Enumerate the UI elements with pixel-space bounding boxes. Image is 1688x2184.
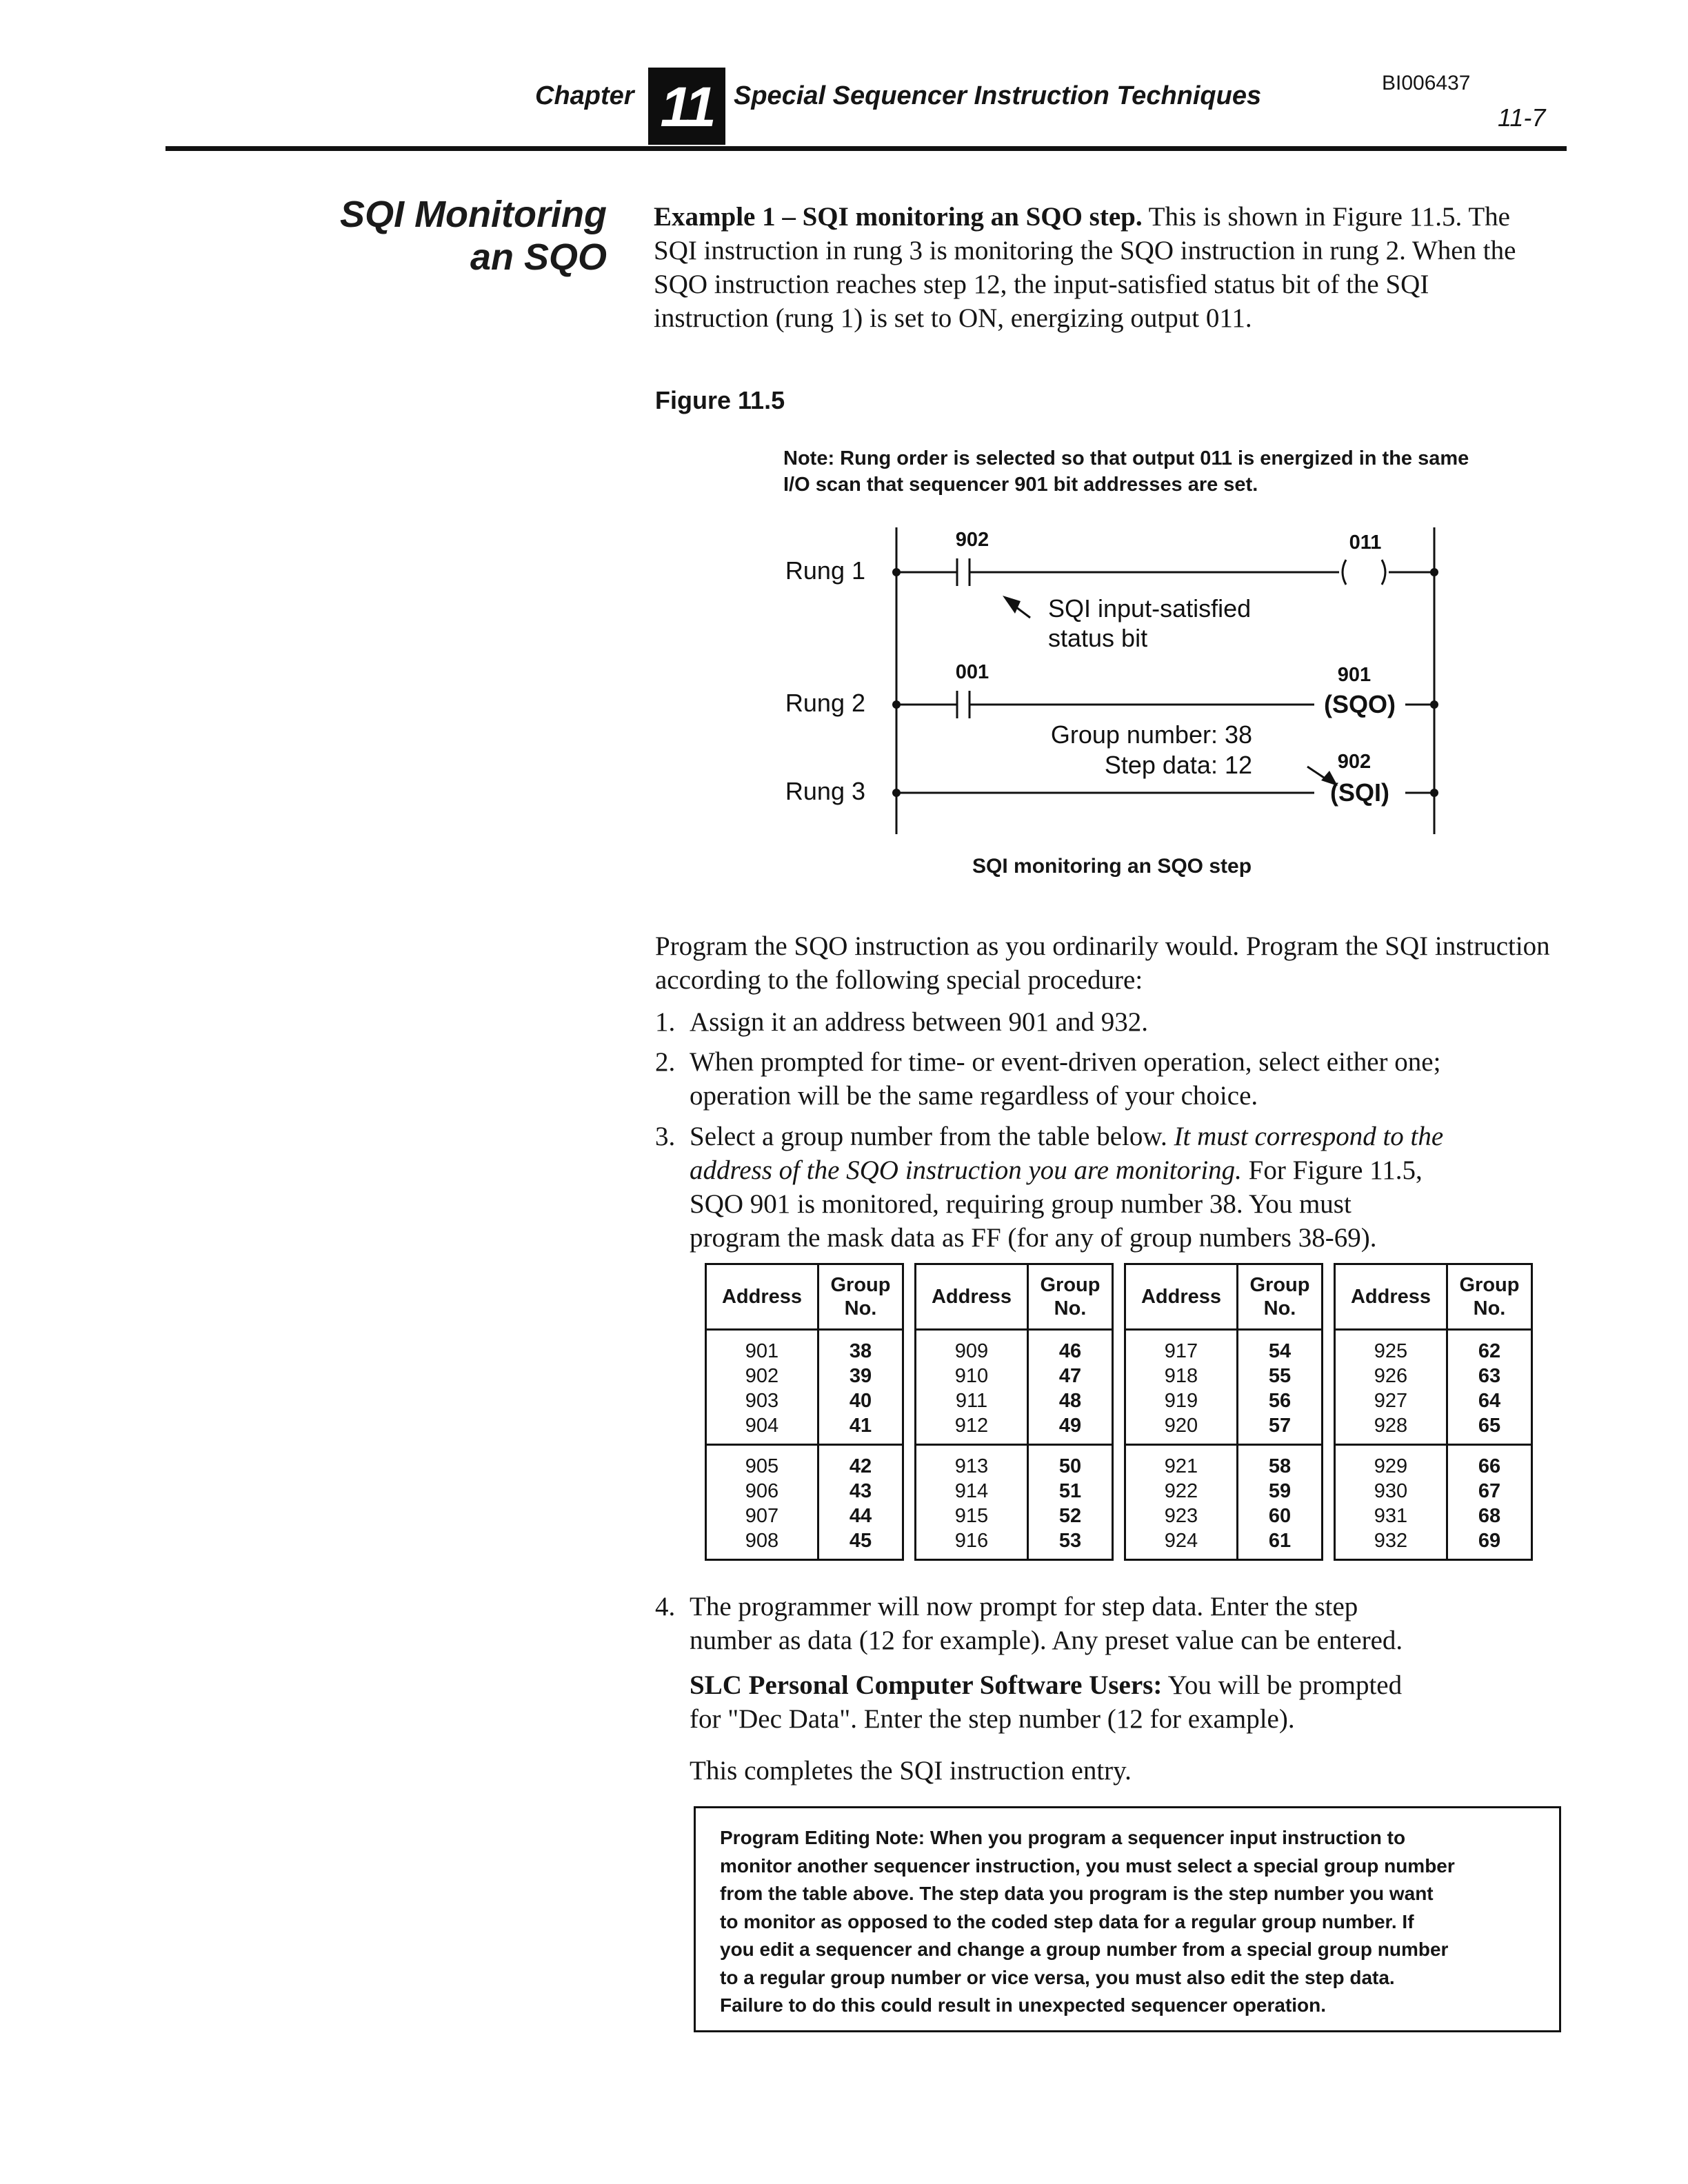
example-paragraph — [654, 200, 1543, 335]
address-cell: 928 — [1335, 1413, 1447, 1445]
rung-2-label: Rung 2 — [785, 689, 865, 717]
address-cell: 918 — [1125, 1364, 1238, 1388]
group-number-cell: 60 — [1238, 1504, 1323, 1528]
group-number-annotation: Group number: 38 — [1050, 720, 1252, 749]
group-number-cell: 41 — [818, 1413, 903, 1445]
figure-label: Figure 11.5 — [655, 386, 785, 414]
group-header-line-2: No. — [844, 1297, 877, 1320]
group-number-cell: 39 — [818, 1364, 903, 1388]
table-row — [706, 1413, 903, 1445]
group-header-line-2: No. — [1263, 1297, 1296, 1320]
editing-note-line: to a regular group number or vice versa, you must also edit the step data. — [720, 1966, 1395, 1988]
address-cell: 911 — [916, 1388, 1028, 1413]
address-cell: 919 — [1125, 1388, 1238, 1413]
step-3-emphasis-1: It must correspond to the — [1174, 1122, 1444, 1151]
group-number-cell: 58 — [1238, 1445, 1323, 1479]
rung-1-label: Rung 1 — [785, 556, 865, 585]
table-row — [1335, 1528, 1532, 1560]
group-column-header — [818, 1264, 903, 1330]
step-1-number: 1. — [655, 1007, 676, 1037]
chapter-title: Special Sequencer Instruction Techniques — [734, 81, 1262, 110]
address-cell: 906 — [706, 1479, 818, 1504]
table-row — [1335, 1413, 1532, 1445]
figure-note: Note: Rung order is selected so that output 011 is energized in the same I/O scan that sequencer 901 bit addresses are set. — [783, 447, 1469, 496]
step-1-text: Assign it an address between 901 and 932. — [690, 1007, 1149, 1037]
page-number: 11-7 — [1498, 103, 1546, 132]
table-row — [1125, 1388, 1323, 1413]
address-cell: 923 — [1125, 1504, 1238, 1528]
table-row — [706, 1528, 903, 1560]
address-cell: 916 — [916, 1528, 1028, 1560]
table-row — [1125, 1445, 1323, 1479]
step-2-line-2: operation will be the same regardless of your choice. — [690, 1081, 1258, 1111]
status-bit-annotation-line-2: status bit — [1048, 624, 1148, 652]
group-number-cell: 46 — [1028, 1330, 1113, 1364]
table-row — [1335, 1479, 1532, 1504]
group-number-cell: 54 — [1238, 1330, 1323, 1364]
address-cell: 926 — [1335, 1364, 1447, 1388]
group-number-cell: 63 — [1447, 1364, 1532, 1388]
editing-note-line: to monitor as opposed to the coded step data for a regular group number. If — [720, 1910, 1414, 1932]
address-group-table — [914, 1263, 1114, 1561]
slc-users-paragraph — [690, 1668, 1558, 1736]
example-text: This is shown in Figure 11.5. The SQI instruction in rung 3 is monitoring the SQO instruction in rung 2. When the SQO instruction reaches step 12, the input-satisfied status bit of the SQI instruction (rung 1) is set to ON, energizing output 011. — [654, 202, 1516, 333]
address-cell: 927 — [1335, 1388, 1447, 1413]
group-number-cell: 68 — [1447, 1504, 1532, 1528]
group-number-cell: 65 — [1447, 1413, 1532, 1445]
step-3-text-1: Select a group number from the table below. — [690, 1122, 1174, 1151]
address-cell: 905 — [706, 1445, 818, 1479]
table-row — [916, 1364, 1113, 1388]
slc-users-lead: SLC Personal Computer Software Users: — [690, 1670, 1163, 1700]
slc-users-line-2: for "Dec Data". Enter the step number (12 for example). — [690, 1704, 1295, 1734]
table-row — [706, 1445, 903, 1479]
address-cell: 915 — [916, 1504, 1028, 1528]
group-number-cell: 49 — [1028, 1413, 1113, 1445]
group-number-cell: 42 — [818, 1445, 903, 1479]
table-row — [916, 1504, 1113, 1528]
address-cell: 929 — [1335, 1445, 1447, 1479]
rung-1-contact-address: 902 — [955, 529, 989, 551]
address-cell: 914 — [916, 1479, 1028, 1504]
step-3-line-4: program the mask data as FF (for any of group numbers 38-69). — [690, 1223, 1377, 1253]
address-cell: 921 — [1125, 1445, 1238, 1479]
address-cell: 901 — [706, 1330, 818, 1364]
table-row — [1125, 1330, 1323, 1364]
group-number-cell: 50 — [1028, 1445, 1113, 1479]
chapter-number-badge: 11 — [648, 68, 725, 145]
document-id: BI006437 — [1382, 72, 1471, 94]
address-cell: 910 — [916, 1364, 1028, 1388]
address-cell: 908 — [706, 1528, 818, 1560]
table-row — [916, 1479, 1113, 1504]
address-cell: 924 — [1125, 1528, 1238, 1560]
step-data-annotation: Step data: 12 — [1104, 751, 1252, 779]
step-4-line-1: The programmer will now prompt for step data. Enter the step — [690, 1592, 1358, 1621]
address-column-header: Address — [706, 1264, 818, 1330]
group-header-line-1: Group — [830, 1274, 891, 1296]
group-number-cell: 57 — [1238, 1413, 1323, 1445]
group-column-header — [1238, 1264, 1323, 1330]
address-column-header: Address — [1335, 1264, 1447, 1330]
address-cell: 912 — [916, 1413, 1028, 1445]
group-header-line-2: No. — [1054, 1297, 1087, 1320]
group-number-cell: 62 — [1447, 1330, 1532, 1364]
rung-1-output-address: 011 — [1349, 532, 1382, 554]
rung-2-output-address: 901 — [1337, 664, 1372, 686]
group-number-cell: 48 — [1028, 1388, 1113, 1413]
program-intro-paragraph: Program the SQO instruction as you ordinarily would. Program the SQI instruction according to the following special procedure: — [655, 931, 1550, 995]
group-number-cell: 67 — [1447, 1479, 1532, 1504]
group-number-cell: 69 — [1447, 1528, 1532, 1560]
group-header-line-1: Group — [1459, 1274, 1520, 1296]
table-row — [1125, 1364, 1323, 1388]
table-row — [1335, 1330, 1532, 1364]
address-group-table — [1334, 1263, 1533, 1561]
sqi-output-symbol: (SQI) — [1330, 778, 1389, 807]
example-lead: Example 1 – SQI monitoring an SQO step. — [654, 202, 1143, 232]
address-column-header: Address — [916, 1264, 1028, 1330]
group-number-cell: 45 — [818, 1528, 903, 1560]
table-row — [706, 1388, 903, 1413]
table-row — [1125, 1504, 1323, 1528]
group-number-cell: 61 — [1238, 1528, 1323, 1560]
table-row — [706, 1364, 903, 1388]
group-number-cell: 56 — [1238, 1388, 1323, 1413]
group-header-line-1: Group — [1040, 1274, 1101, 1296]
group-number-cell: 38 — [818, 1330, 903, 1364]
table-row — [916, 1413, 1113, 1445]
group-header-line-1: Group — [1249, 1274, 1310, 1296]
editing-note-line: Program Editing Note: When you program a sequencer input instruction to — [720, 1827, 1406, 1848]
editing-note-line: you edit a sequencer and change a group number from a special group number — [720, 1939, 1449, 1960]
rung-3-label: Rung 3 — [785, 777, 865, 805]
editing-note-text — [720, 1824, 1547, 2020]
address-cell: 903 — [706, 1388, 818, 1413]
figure-caption: SQI monitoring an SQO step — [972, 855, 1252, 878]
table-row — [706, 1330, 903, 1364]
address-cell: 932 — [1335, 1528, 1447, 1560]
table-row — [1125, 1413, 1323, 1445]
address-cell: 922 — [1125, 1479, 1238, 1504]
section-heading — [303, 193, 607, 279]
table-row — [1335, 1504, 1532, 1528]
step-2-line-1: When prompted for time- or event-driven operation, select either one; — [690, 1047, 1441, 1077]
address-cell: 930 — [1335, 1479, 1447, 1504]
address-column-header: Address — [1125, 1264, 1238, 1330]
step-4-number: 4. — [655, 1592, 676, 1621]
address-cell: 920 — [1125, 1413, 1238, 1445]
section-heading-line-1: SQI Monitoring — [340, 194, 607, 235]
group-number-cell: 59 — [1238, 1479, 1323, 1504]
rung-2-contact-address: 001 — [955, 661, 989, 683]
table-row — [1125, 1479, 1323, 1504]
address-group-table — [705, 1263, 904, 1561]
step-2-number: 2. — [655, 1047, 676, 1077]
group-number-cell: 53 — [1028, 1528, 1113, 1560]
address-cell: 902 — [706, 1364, 818, 1388]
table-row — [1335, 1388, 1532, 1413]
step-3-number: 3. — [655, 1122, 676, 1151]
address-cell: 907 — [706, 1504, 818, 1528]
table-row — [1335, 1445, 1532, 1479]
group-header-line-2: No. — [1473, 1297, 1506, 1320]
sqo-output-symbol: (SQO) — [1324, 690, 1396, 718]
section-heading-line-2: an SQO — [470, 236, 607, 278]
step-4-line-2: number as data (12 for example). Any preset value can be entered. — [690, 1626, 1403, 1655]
table-row — [916, 1528, 1113, 1560]
chapter-label: Chapter — [535, 81, 634, 110]
address-cell: 917 — [1125, 1330, 1238, 1364]
group-number-cell: 43 — [818, 1479, 903, 1504]
step-3-line-3: SQO 901 is monitored, requiring group number 38. You must — [690, 1189, 1352, 1219]
address-cell: 904 — [706, 1413, 818, 1445]
step-3-text-2: For Figure 11.5, — [1241, 1155, 1423, 1185]
address-cell: 931 — [1335, 1504, 1447, 1528]
completion-text: This completes the SQI instruction entry. — [690, 1756, 1132, 1786]
group-number-cell: 44 — [818, 1504, 903, 1528]
table-row — [916, 1330, 1113, 1364]
slc-users-line-1: You will be prompted — [1162, 1670, 1403, 1700]
status-bit-annotation-line-1: SQI input-satisfied — [1048, 594, 1252, 623]
table-row — [706, 1504, 903, 1528]
group-column-header — [1447, 1264, 1532, 1330]
group-number-cell: 55 — [1238, 1364, 1323, 1388]
address-group-table — [1124, 1263, 1323, 1561]
table-row — [706, 1479, 903, 1504]
editing-note-line: from the table above. The step data you program is the step number you want — [720, 1883, 1434, 1904]
group-number-cell: 40 — [818, 1388, 903, 1413]
ladder-diagram — [745, 510, 1476, 848]
table-row — [916, 1445, 1113, 1479]
group-number-cell: 64 — [1447, 1388, 1532, 1413]
address-cell: 925 — [1335, 1330, 1447, 1364]
table-row — [1125, 1528, 1323, 1560]
address-cell: 913 — [916, 1445, 1028, 1479]
group-number-cell: 47 — [1028, 1364, 1113, 1388]
rung-3-output-address: 902 — [1337, 751, 1372, 773]
group-number-cell: 66 — [1447, 1445, 1532, 1479]
group-number-cell: 52 — [1028, 1504, 1113, 1528]
table-row — [916, 1388, 1113, 1413]
group-number-cell: 51 — [1028, 1479, 1113, 1504]
table-row — [1335, 1364, 1532, 1388]
address-cell: 909 — [916, 1330, 1028, 1364]
editing-note-line: Failure to do this could result in unexpected sequencer operation. — [720, 1994, 1327, 2016]
header-rule — [165, 146, 1567, 151]
group-column-header — [1028, 1264, 1113, 1330]
step-3-emphasis-2: address of the SQO instruction you are monitoring. — [690, 1155, 1242, 1185]
editing-note-line: monitor another sequencer instruction, you must select a special group number — [720, 1854, 1455, 1877]
